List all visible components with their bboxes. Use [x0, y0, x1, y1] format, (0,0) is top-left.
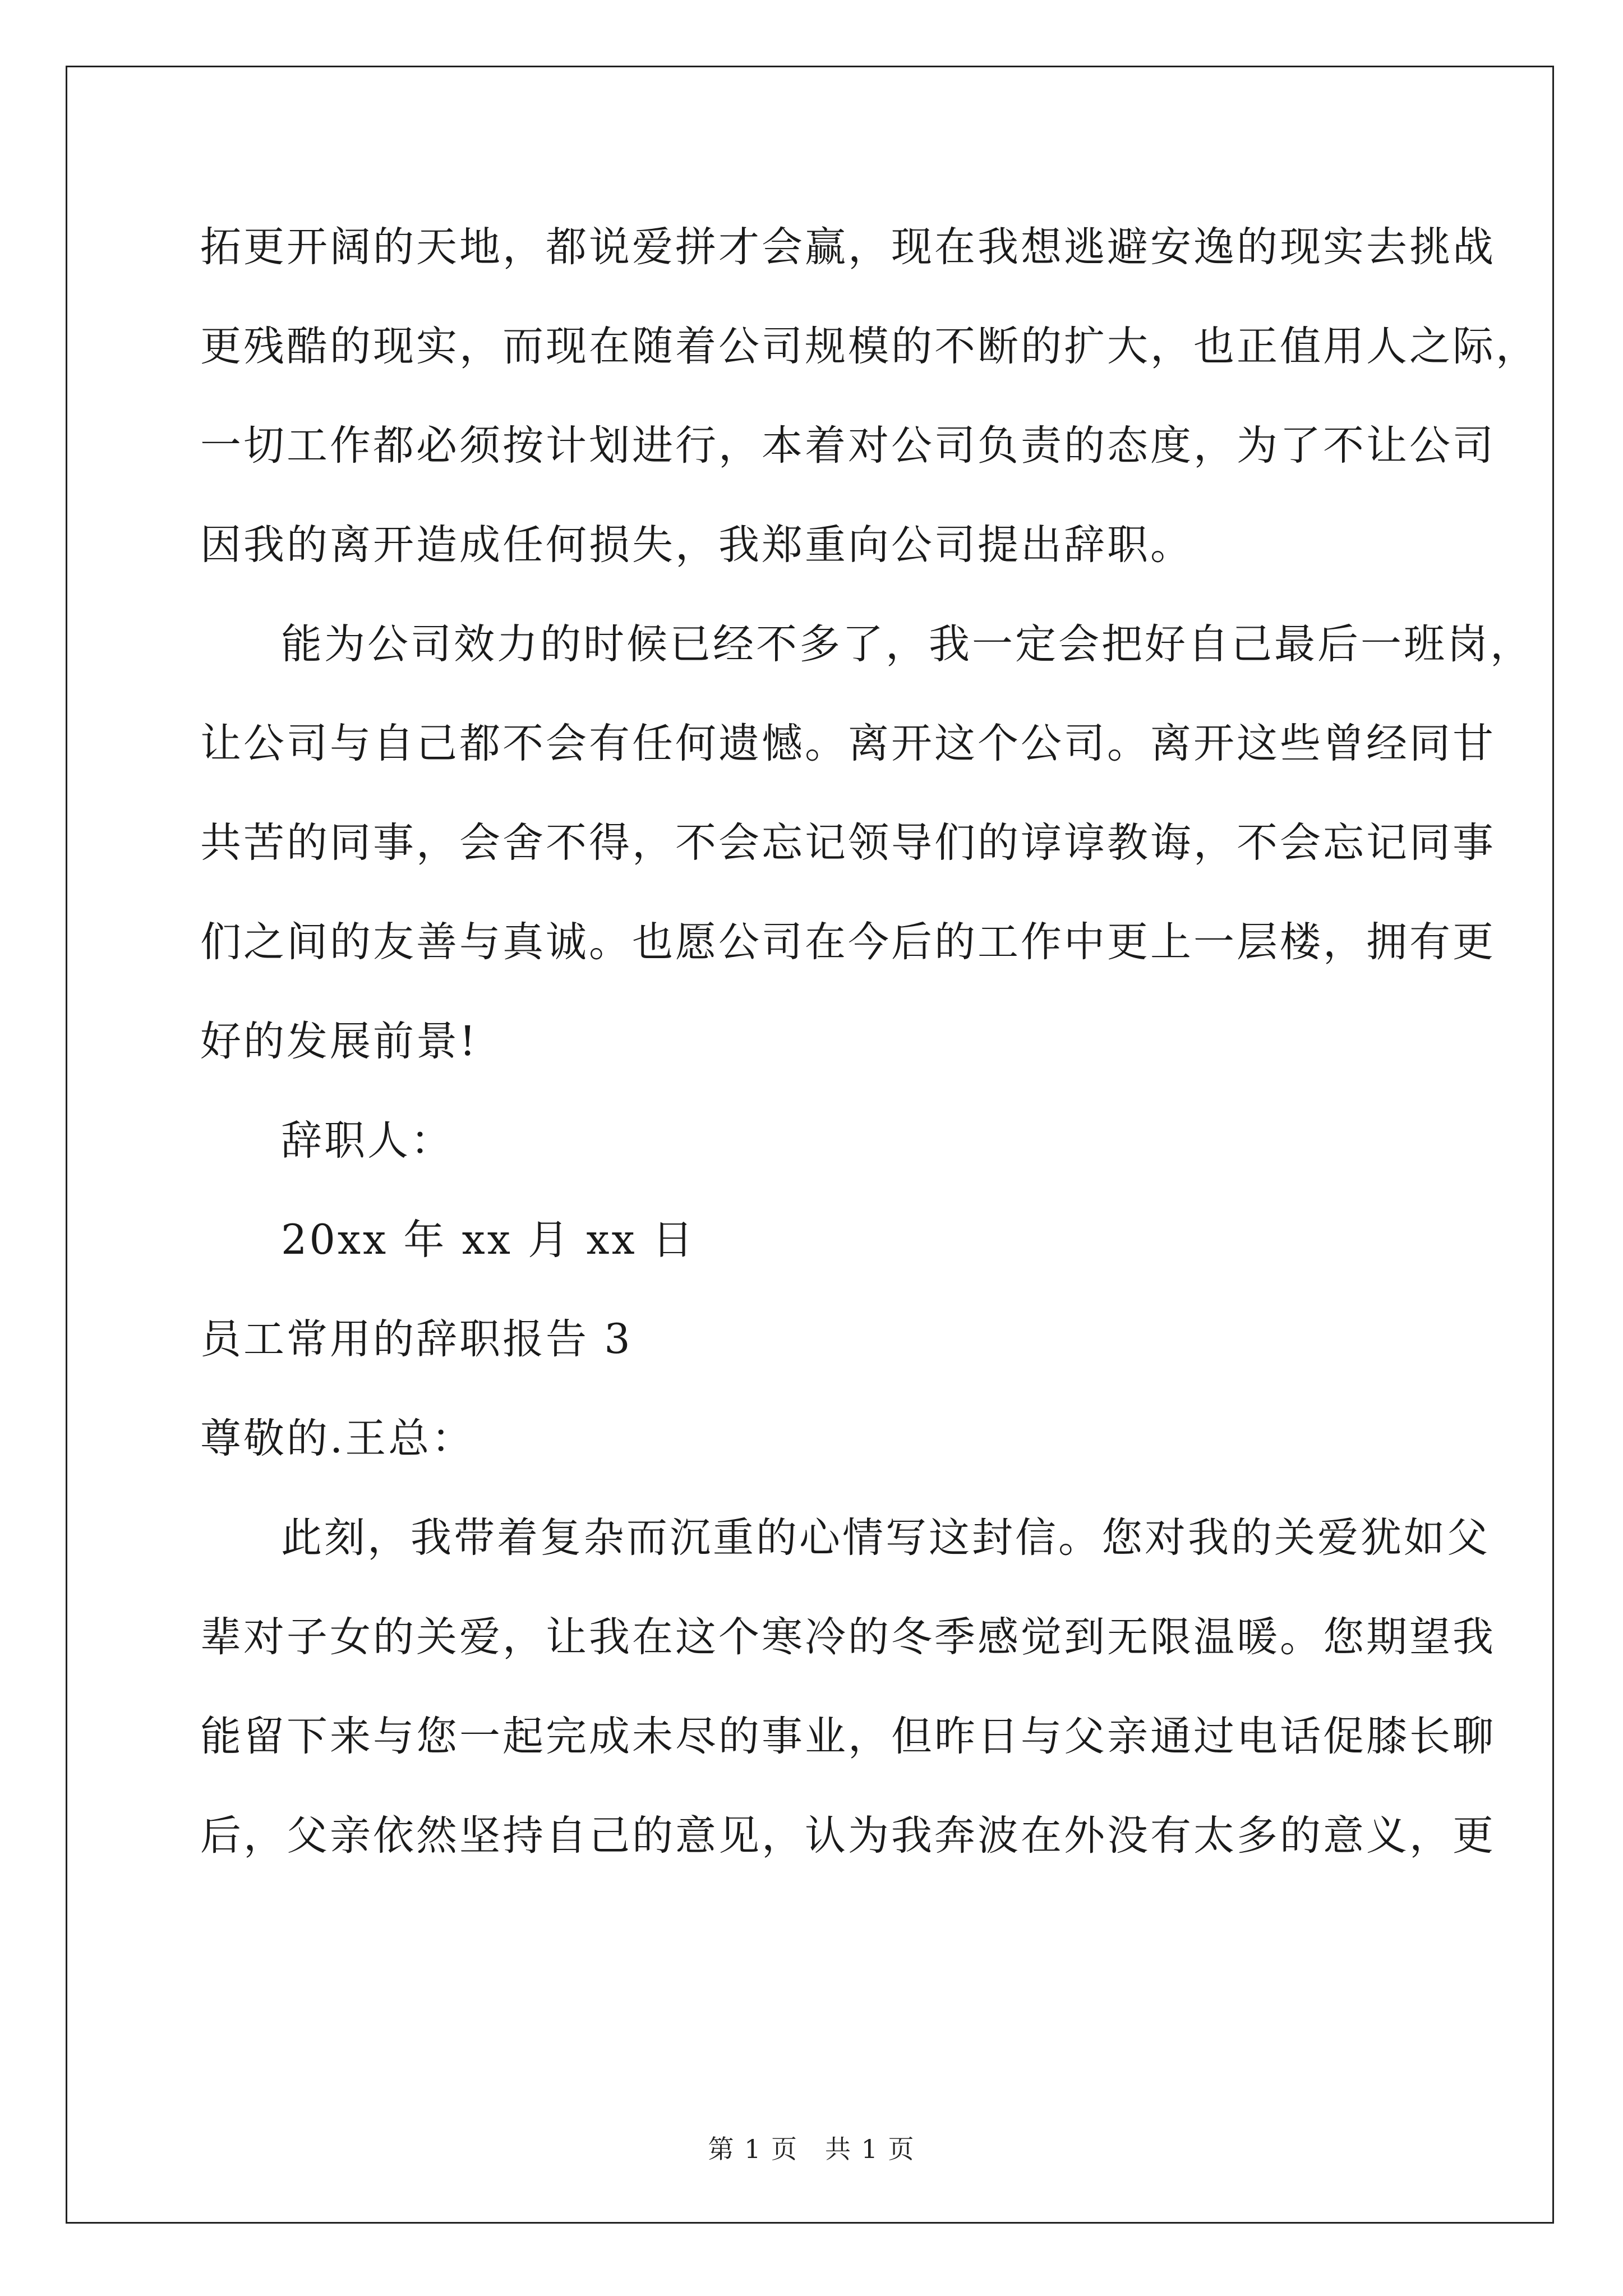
text-line: 辈对子女的关爱，让我在这个寒冷的冬季感觉到无限温暖。您期望我	[200, 1613, 1496, 1661]
text-line: 们之间的友善与真诚。也愿公司在今后的工作中更上一层楼，拥有更	[200, 918, 1496, 966]
text-line: 更残酷的现实，而现在随着公司规模的不断的扩大，也正值用人之际，	[200, 323, 1539, 370]
signature-label: 辞职人：	[281, 1117, 454, 1165]
paragraph-first-line: 能为公司效力的时候已经不多了，我一定会把好自己最后一班岗，	[281, 620, 1533, 668]
text-line: 好的发展前景!	[200, 1018, 478, 1065]
text-line: 一切工作都必须按计划进行，本着对公司负责的态度，为了不让公司	[200, 422, 1496, 470]
text-line: 拓更开阔的天地，都说爱拼才会赢，现在我想逃避安逸的现实去挑战	[200, 223, 1496, 271]
text-line: 共苦的同事，会舍不得，不会忘记领导们的谆谆教诲，不会忘记同事	[200, 819, 1496, 867]
page-number-footer: 第 1 页 共 1 页	[708, 2134, 915, 2164]
paragraph-first-line: 此刻，我带着复杂而沉重的心情写这封信。您对我的关爱犹如父	[281, 1514, 1490, 1562]
salutation: 尊敬的.王总：	[200, 1415, 475, 1462]
text-line: 让公司与自己都不会有任何遗憾。离开这个公司。离开这些曾经同甘	[200, 720, 1496, 767]
section-heading: 员工常用的辞职报告 3	[200, 1315, 633, 1363]
date-line: 20xx 年 xx 月 xx 日	[281, 1216, 695, 1264]
text-line: 后，父亲依然坚持自己的意见，认为我奔波在外没有太多的意义，更	[200, 1812, 1496, 1860]
text-line: 因我的离开造成任何损失，我郑重向公司提出辞职。	[200, 521, 1193, 569]
text-line: 能留下来与您一起完成未尽的事业，但昨日与父亲通过电话促膝长聊	[200, 1713, 1496, 1760]
